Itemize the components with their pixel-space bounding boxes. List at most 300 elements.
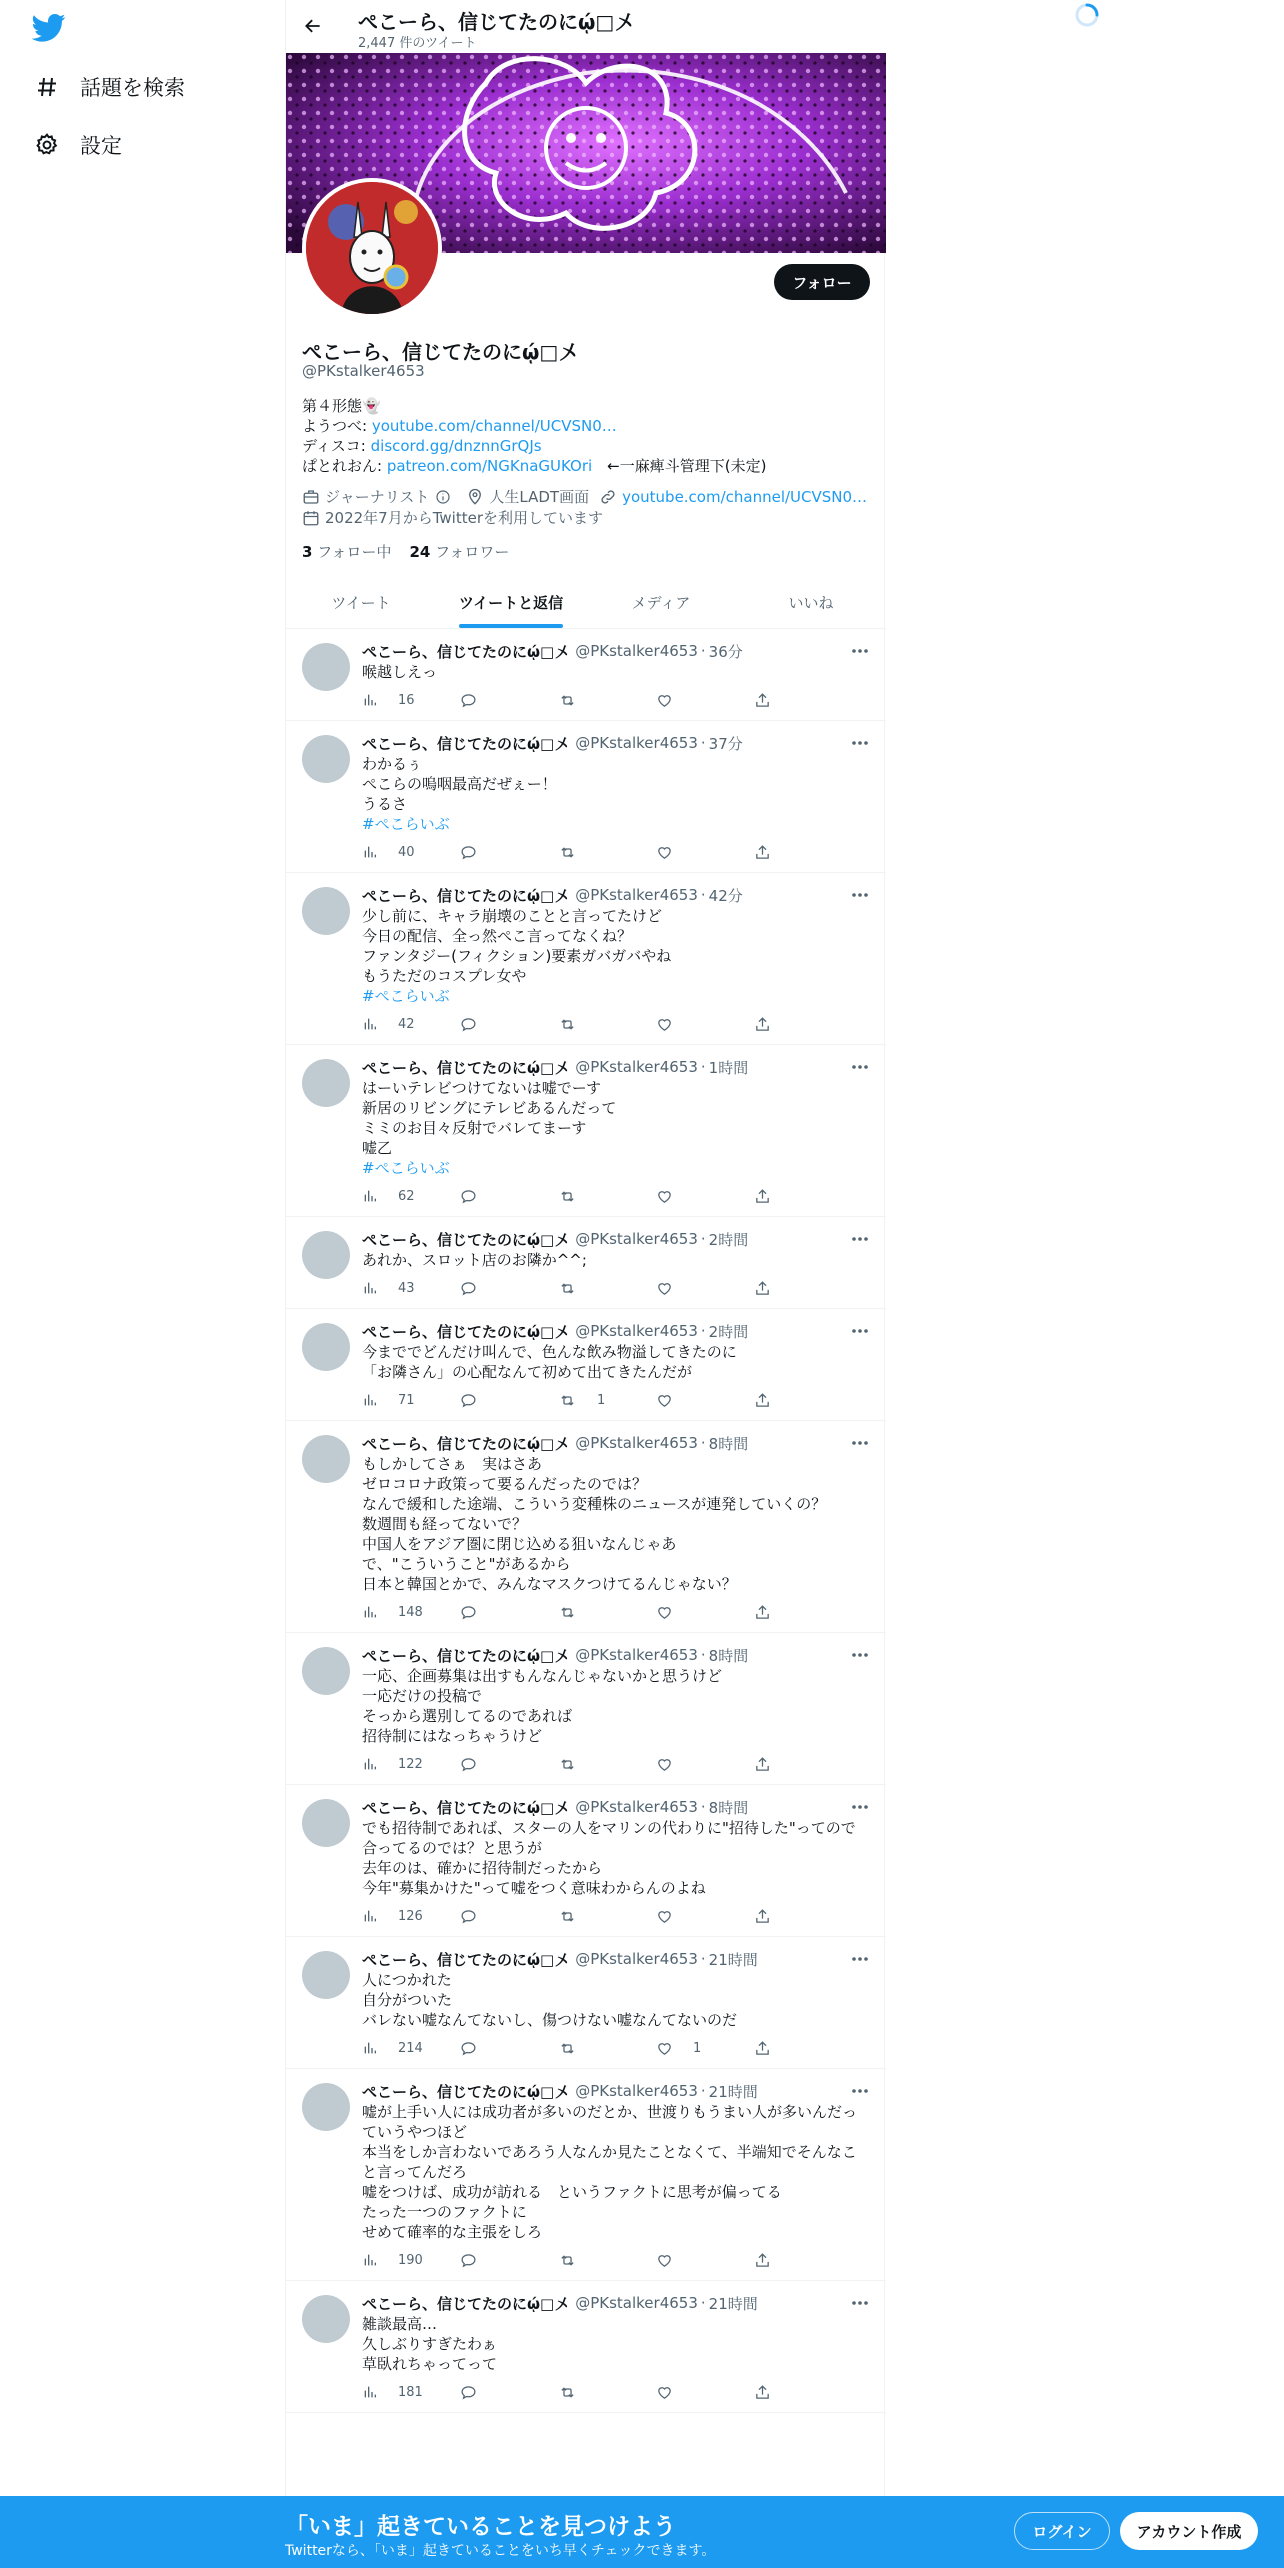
retweet-button[interactable] — [558, 2384, 656, 2401]
tweet-avatar[interactable] — [302, 2295, 350, 2343]
heart-icon — [656, 1016, 683, 1033]
tweet-author-handle[interactable]: @PKstalker4653 — [575, 1322, 698, 1340]
retweet-icon — [558, 1392, 587, 1409]
tweet-avatar[interactable] — [302, 1231, 350, 1279]
tweet-timestamp[interactable]: 1時間 — [708, 1058, 749, 1077]
reply-button[interactable] — [460, 1392, 558, 1409]
nav-settings-label: 設定 — [80, 134, 122, 158]
like-button[interactable] — [656, 1280, 754, 1297]
tweet-header — [362, 1949, 870, 1969]
heart-icon — [656, 2384, 683, 2401]
bio-line-1: 第４形態👻 — [302, 397, 381, 415]
heart-icon — [656, 692, 683, 709]
tweet-header — [362, 1229, 870, 1249]
more-options-icon[interactable] — [850, 2083, 870, 2099]
views-icon — [362, 1280, 388, 1296]
views-icon — [362, 1016, 388, 1032]
share-icon — [754, 1908, 781, 1925]
nav-settings[interactable] — [32, 125, 122, 165]
tweet-author-name[interactable]: ぺこーら、信じてたのにῴ□〤 — [362, 1322, 570, 1341]
tweet-author-name[interactable]: ぺこーら、信じてたのにῴ□〤 — [362, 642, 570, 661]
tweet-author-name[interactable]: ぺこーら、信じてたのにῴ□〤 — [362, 1230, 570, 1249]
share-icon — [754, 1392, 781, 1409]
profile-joined — [302, 507, 603, 528]
profile-location — [466, 486, 589, 507]
views-button[interactable] — [362, 844, 460, 860]
tweet-author-handle[interactable]: @PKstalker4653 — [575, 1798, 698, 1816]
tweet-actions — [362, 2246, 870, 2280]
share-button[interactable] — [754, 1908, 852, 1925]
tweet-author-name[interactable]: ぺこーら、信じてたのにῴ□〤 — [362, 1798, 570, 1817]
following-count: 3 — [302, 543, 313, 561]
tweet-actions — [362, 838, 870, 872]
bio-patreon-suffix: ←一麻痺斗管理下(未定) — [592, 457, 767, 475]
share-button[interactable] — [754, 2040, 852, 2057]
reply-icon — [460, 1392, 487, 1409]
heart-icon — [656, 1392, 683, 1409]
joined-label: 2022年7月からTwitterを利用しています — [325, 509, 603, 527]
like-button[interactable] — [656, 2252, 754, 2269]
reply-button[interactable] — [460, 1604, 558, 1621]
tweet-text: もしかしてさぁ 実はさあ ゼロコロナ政策って要るんだったのでは？ なんで緩和した途端、こういう変種株のニュースが連発していくの？ 数週間も経ってないで？ 中国人をアジア圏に閉じ込める狙いなんじゃあ で、"こういうこと"があるから 日本と韓国とかで、みんなマスクつけてるんじゃない？ — [362, 1455, 827, 1593]
tweet-author-name[interactable]: ぺこーら、信じてたのにῴ□〤 — [362, 2294, 570, 2313]
profile-url-link[interactable]: youtube.com/channel/UCVSN0… — [622, 487, 868, 506]
tweet-timestamp[interactable]: 8時間 — [708, 1798, 749, 1817]
tweet-text: 雑談最高… 久しぶりすぎたわぁ 草臥れちゃってって — [362, 2315, 498, 2373]
views-count: 42 — [398, 1016, 415, 1032]
tweet-text: 今まででどんだけ叫んで、色んな飲み物溢してきたのに 「お隣さん」の心配なんて初めて出てきたんだが — [362, 1343, 737, 1381]
like-button[interactable] — [656, 1908, 754, 1925]
tweet[interactable] — [286, 1421, 886, 1633]
views-button[interactable] — [362, 692, 460, 708]
tweet-hashtag[interactable]: #ぺこらいぶ — [362, 815, 450, 833]
tweet-dot-separator: · — [700, 1646, 706, 1664]
share-button[interactable] — [754, 1392, 852, 1409]
more-options-icon[interactable] — [850, 887, 870, 903]
tweet[interactable] — [286, 1045, 886, 1217]
retweet-button[interactable] — [558, 844, 656, 861]
tweet-count: 2,447 件のツイート — [358, 36, 477, 51]
location-pin-icon — [466, 488, 484, 506]
share-icon — [754, 1188, 781, 1205]
views-button[interactable] — [362, 2040, 460, 2056]
reply-button[interactable] — [460, 1756, 558, 1773]
share-button[interactable] — [754, 1756, 852, 1773]
follow-button[interactable]: フォロー — [774, 264, 870, 300]
login-button[interactable]: ログイン — [1014, 2512, 1110, 2550]
tweet-author-name[interactable]: ぺこーら、信じてたのにῴ□〤 — [362, 734, 570, 753]
more-options-icon[interactable] — [850, 1059, 870, 1075]
tweet[interactable] — [286, 873, 886, 1045]
tweet-avatar[interactable] — [302, 643, 350, 691]
location-label: 人生LADT画面 — [489, 488, 590, 506]
retweet-button[interactable] — [558, 1188, 656, 1205]
retweet-button[interactable] — [558, 1392, 656, 1409]
views-count: 71 — [398, 1392, 415, 1408]
retweet-button[interactable] — [558, 1016, 656, 1033]
retweet-button[interactable] — [558, 1756, 656, 1773]
reply-icon — [460, 1604, 487, 1621]
tab-media[interactable]: メディア — [631, 593, 691, 612]
views-count: 181 — [398, 2384, 423, 2400]
tweet-text: 嘘が上手い人には成功者が多いのだとか、世渡りもうまい人が多いんだっていうやつほど 本当をしか言わないであろう人なんか見たことなくて、半端知でそんなこと言ってんだろ 嘘をつけば、成功が訪れる というファクトに思考が偏ってる たった一つのファクトに せめて確率的な主張をしろ — [362, 2103, 858, 2241]
more-options-icon[interactable] — [850, 1435, 870, 1451]
tweet-timestamp[interactable]: 8時間 — [708, 1434, 749, 1453]
heart-icon — [656, 1188, 683, 1205]
retweet-button[interactable] — [558, 1280, 656, 1297]
loading-spinner-icon — [1074, 2, 1100, 28]
more-options-icon[interactable] — [850, 1231, 870, 1247]
share-icon — [754, 2252, 781, 2269]
tweet-dot-separator: · — [700, 886, 706, 904]
reply-icon — [460, 2040, 487, 2057]
like-button[interactable] — [656, 1604, 754, 1621]
retweet-button[interactable] — [558, 692, 656, 709]
more-options-icon[interactable] — [850, 1647, 870, 1663]
share-button[interactable] — [754, 1016, 852, 1033]
tweet-author-handle[interactable]: @PKstalker4653 — [575, 1230, 698, 1248]
following-label: フォロー中 — [317, 543, 392, 561]
tweet-timestamp[interactable]: 2時間 — [708, 1322, 749, 1341]
briefcase-icon — [302, 488, 320, 506]
views-button[interactable] — [362, 2384, 460, 2400]
tweet[interactable] — [286, 721, 886, 873]
tweet-header — [362, 1057, 870, 1077]
tweet-dot-separator: · — [700, 1950, 706, 1968]
tweet-author-handle[interactable]: @PKstalker4653 — [575, 734, 698, 752]
views-button[interactable] — [362, 1604, 460, 1620]
bio-discord-link[interactable]: discord.gg/dnznnGrQJs — [370, 437, 542, 455]
views-button[interactable] — [362, 2252, 460, 2268]
profile-bio — [302, 396, 872, 476]
more-options-icon[interactable] — [850, 1323, 870, 1339]
like-button[interactable] — [656, 1756, 754, 1773]
tweet[interactable] — [286, 2281, 886, 2413]
tweet-actions — [362, 1750, 870, 1784]
twitter-logo-icon[interactable] — [32, 13, 66, 43]
share-button[interactable] — [754, 1188, 852, 1205]
tweet-avatar[interactable] — [302, 1435, 350, 1483]
views-button[interactable] — [362, 1756, 460, 1772]
retweet-icon — [558, 692, 587, 709]
reply-icon — [460, 692, 487, 709]
tweet[interactable] — [286, 1633, 886, 1785]
tweet-avatar[interactable] — [302, 1323, 350, 1371]
tweet-author-handle[interactable]: @PKstalker4653 — [575, 1434, 698, 1452]
calendar-icon — [302, 509, 320, 527]
profile-avatar[interactable] — [302, 178, 442, 318]
retweet-count: 1 — [597, 1392, 606, 1408]
tweet-author-handle[interactable]: @PKstalker4653 — [575, 1950, 698, 1968]
share-button[interactable] — [754, 2384, 852, 2401]
like-count: 1 — [693, 2040, 702, 2056]
bio-patreon-prefix: ぱとれおん: — [302, 457, 387, 475]
tweet-dot-separator: · — [700, 1230, 706, 1248]
tweet-dot-separator: · — [700, 1322, 706, 1340]
tweet-timestamp[interactable]: 37分 — [708, 734, 743, 753]
reply-icon — [460, 1756, 487, 1773]
bio-youtube-line — [302, 416, 872, 436]
reply-button[interactable] — [460, 844, 558, 861]
reply-button[interactable] — [460, 1016, 558, 1033]
tweet-actions — [362, 2378, 870, 2412]
profile-header-bar — [286, 0, 886, 53]
more-options-icon[interactable] — [850, 1951, 870, 1967]
tweet-timestamp[interactable]: 8時間 — [708, 1646, 749, 1665]
views-button[interactable] — [362, 1908, 460, 1924]
tweet-timeline — [286, 629, 886, 2413]
share-button[interactable] — [754, 844, 852, 861]
tweet-timestamp[interactable]: 21時間 — [708, 2082, 758, 2101]
tweet-timestamp[interactable]: 2時間 — [708, 1230, 749, 1249]
info-icon — [435, 489, 451, 505]
reply-icon — [460, 1908, 487, 1925]
like-button[interactable] — [656, 2384, 754, 2401]
tweet-text: 少し前に、キャラ崩壊のことと言ってたけど 今日の配信、全っ然ぺこ言ってなくね？ ファンタジー(フィクション)要素ガバガバやね もうただのコスプレ女や — [362, 907, 672, 985]
tweet-author-name[interactable]: ぺこーら、信じてたのにῴ□〤 — [362, 886, 570, 905]
tweet-text: わかるぅ ぺこらの嗚咽最高だぜぇー！ うるさ — [362, 755, 557, 813]
tweet-author-handle[interactable]: @PKstalker4653 — [575, 1058, 698, 1076]
bottom-bar-title: 「いま」起きていることを見つけよう — [285, 2514, 676, 2540]
reply-button[interactable] — [460, 2384, 558, 2401]
tweet-avatar[interactable] — [302, 2083, 350, 2131]
views-button[interactable] — [362, 1016, 460, 1032]
tweet-actions — [362, 1274, 870, 1308]
more-options-icon[interactable] — [850, 643, 870, 659]
views-icon — [362, 2252, 388, 2268]
tweet-author-handle[interactable]: @PKstalker4653 — [575, 886, 698, 904]
tweet[interactable] — [286, 2069, 886, 2281]
views-icon — [362, 1756, 388, 1772]
tweet-author-name[interactable]: ぺこーら、信じてたのにῴ□〤 — [362, 1434, 570, 1453]
views-count: 148 — [398, 1604, 423, 1620]
tweet[interactable] — [286, 1937, 886, 2069]
tweet-text: でも招待制であれば、スターの人をマリンの代わりに"招待した"ってので合ってるのでは？と思うが 去年のは、確かに招待制だったから 今年"募集かけた"って嘘をつく意味わからんのよね — [362, 1819, 856, 1897]
profile-tabs — [286, 576, 886, 629]
tweet[interactable] — [286, 1309, 886, 1421]
views-icon — [362, 1908, 388, 1924]
views-button[interactable] — [362, 1392, 460, 1408]
tweet-avatar[interactable] — [302, 887, 350, 935]
retweet-icon — [558, 2252, 587, 2269]
followers-link[interactable] — [409, 541, 509, 562]
retweet-icon — [558, 2040, 587, 2057]
views-icon — [362, 2040, 388, 2056]
tweet-timestamp[interactable]: 36分 — [708, 642, 743, 661]
views-count: 62 — [398, 1188, 415, 1204]
tweet-actions — [362, 1598, 870, 1632]
left-nav — [0, 0, 285, 2568]
tab-likes[interactable]: いいね — [788, 593, 834, 612]
views-icon — [362, 1188, 388, 1204]
reply-icon — [460, 2252, 487, 2269]
tweet[interactable] — [286, 629, 886, 721]
share-icon — [754, 2384, 781, 2401]
tweet-actions — [362, 1010, 870, 1044]
more-options-icon[interactable] — [850, 735, 870, 751]
tweet-dot-separator: · — [700, 1798, 706, 1816]
reply-button[interactable] — [460, 2252, 558, 2269]
nav-explore-label: 話題を検索 — [80, 76, 185, 100]
more-options-icon[interactable] — [850, 2295, 870, 2311]
views-count: 190 — [398, 2252, 423, 2268]
profile-handle: @PKstalker4653 — [302, 362, 425, 380]
tweet-timestamp[interactable]: 42分 — [708, 886, 743, 905]
views-icon — [362, 2384, 388, 2400]
tweet-author-name[interactable]: ぺこーら、信じてたのにῴ□〤 — [362, 1058, 570, 1077]
share-icon — [754, 1604, 781, 1621]
tweet-header — [362, 1433, 870, 1453]
reply-button[interactable] — [460, 692, 558, 709]
share-button[interactable] — [754, 1280, 852, 1297]
like-button[interactable] — [656, 1188, 754, 1205]
like-button[interactable] — [656, 844, 754, 861]
views-button[interactable] — [362, 1280, 460, 1296]
share-button[interactable] — [754, 692, 852, 709]
like-button[interactable] — [656, 1392, 754, 1409]
tweet-text: 喉越しえっ — [362, 663, 438, 681]
bottom-bar-subtitle: Twitterなら、「いま」起きていることをいち早くチェックできます。 — [285, 2543, 716, 2559]
views-button[interactable] — [362, 1188, 460, 1204]
follow-stats — [302, 541, 527, 562]
views-count: 126 — [398, 1908, 423, 1924]
views-icon — [362, 1392, 388, 1408]
tab-tweets[interactable]: ツイート — [331, 593, 391, 612]
tweet-author-name[interactable]: ぺこーら、信じてたのにῴ□〤 — [362, 1950, 570, 1969]
profile-meta — [302, 486, 877, 507]
tweet-avatar[interactable] — [302, 1059, 350, 1107]
nav-explore[interactable] — [32, 67, 185, 107]
heart-icon — [656, 1756, 683, 1773]
tweet-text: 人につかれた 自分がついた バレない嘘なんてないし、傷つけない嘘なんてないのだ — [362, 1971, 738, 2029]
profile-category — [302, 486, 456, 507]
bio-patreon-line — [302, 456, 872, 476]
share-button[interactable] — [754, 2252, 852, 2269]
reply-icon — [460, 1280, 487, 1297]
gear-icon — [32, 130, 62, 160]
tweet-actions — [362, 1386, 870, 1420]
category-label: ジャーナリスト — [325, 488, 430, 506]
tweet-timestamp[interactable]: 21時間 — [708, 2294, 758, 2313]
followers-label: フォロワー — [435, 543, 510, 561]
share-icon — [754, 1280, 781, 1297]
bio-discord-line — [302, 436, 872, 456]
back-arrow-icon[interactable] — [300, 13, 326, 39]
tweet-dot-separator: · — [700, 2082, 706, 2100]
views-icon — [362, 844, 388, 860]
retweet-icon — [558, 1016, 587, 1033]
page-title: ぺこーら、信じてたのにῴ□〤 — [358, 10, 635, 34]
heart-icon — [656, 2252, 683, 2269]
like-button[interactable] — [656, 2040, 754, 2057]
tweet-header — [362, 2081, 870, 2101]
retweet-icon — [558, 844, 587, 861]
tweet-actions — [362, 686, 870, 720]
tweet-header — [362, 885, 870, 905]
retweet-icon — [558, 2384, 587, 2401]
retweet-button[interactable] — [558, 2252, 656, 2269]
tweet-header — [362, 1321, 870, 1341]
tweet-dot-separator: · — [700, 1058, 706, 1076]
retweet-icon — [558, 1604, 587, 1621]
heart-icon — [656, 2040, 683, 2057]
reply-button[interactable] — [460, 1280, 558, 1297]
retweet-button[interactable] — [558, 1908, 656, 1925]
heart-icon — [656, 1908, 683, 1925]
bio-patreon-link[interactable]: patreon.com/NGKnaGUKOri — [386, 457, 593, 475]
reply-button[interactable] — [460, 2040, 558, 2057]
tweet-avatar[interactable] — [302, 1951, 350, 1999]
share-icon — [754, 1016, 781, 1033]
tweet-hashtag[interactable]: #ぺこらいぶ — [362, 1159, 450, 1177]
retweet-icon — [558, 1756, 587, 1773]
heart-icon — [656, 1280, 683, 1297]
profile-name: ぺこーら、信じてたのにῴ□〤 — [302, 340, 579, 364]
tweet-timestamp[interactable]: 21時間 — [708, 1950, 758, 1969]
tweet-author-handle[interactable]: @PKstalker4653 — [575, 2082, 698, 2100]
tweet-actions — [362, 2034, 870, 2068]
tweet-header — [362, 641, 870, 661]
like-button[interactable] — [656, 692, 754, 709]
share-icon — [754, 1756, 781, 1773]
profile-url — [599, 488, 867, 506]
tweet-dot-separator: · — [700, 1434, 706, 1452]
views-count: 122 — [398, 1756, 423, 1772]
tab-tweets-and-replies[interactable]: ツイートと返信 — [436, 576, 586, 628]
tweet-author-name[interactable]: ぺこーら、信じてたのにῴ□〤 — [362, 1646, 570, 1665]
share-icon — [754, 844, 781, 861]
tweet-author-handle[interactable]: @PKstalker4653 — [575, 642, 698, 660]
bio-discord-prefix: ディスコ: — [302, 437, 371, 455]
tweet-header — [362, 1797, 870, 1817]
views-count: 40 — [398, 844, 415, 860]
retweet-icon — [558, 1908, 587, 1925]
tweet-dot-separator: · — [700, 734, 706, 752]
signup-button[interactable]: アカウント作成 — [1120, 2512, 1258, 2550]
followers-count: 24 — [409, 543, 431, 561]
tweet-text: はーいテレビつけてないは嘘でーす 新居のリビングにテレビあるんだって ミミのお目々反射でバレてまーす 嘘乙 — [362, 1079, 617, 1157]
retweet-icon — [558, 1280, 587, 1297]
tweet[interactable] — [286, 1217, 886, 1309]
bio-youtube-link[interactable]: youtube.com/channel/UCVSN0… — [371, 417, 617, 435]
tweet-avatar[interactable] — [302, 735, 350, 783]
like-button[interactable] — [656, 1016, 754, 1033]
retweet-button[interactable] — [558, 2040, 656, 2057]
reply-icon — [460, 2384, 487, 2401]
tweet-hashtag[interactable]: #ぺこらいぶ — [362, 987, 450, 1005]
retweet-button[interactable] — [558, 1604, 656, 1621]
views-count: 43 — [398, 1280, 415, 1296]
share-button[interactable] — [754, 1604, 852, 1621]
share-icon — [754, 692, 781, 709]
tweet-avatar[interactable] — [302, 1647, 350, 1695]
reply-button[interactable] — [460, 1188, 558, 1205]
tweet-author-handle[interactable]: @PKstalker4653 — [575, 1646, 698, 1664]
tweet-header — [362, 1645, 870, 1665]
tweet-actions — [362, 1902, 870, 1936]
tweet-author-name[interactable]: ぺこーら、信じてたのにῴ□〤 — [362, 2082, 570, 2101]
tweet-avatar[interactable] — [302, 1799, 350, 1847]
following-link[interactable] — [302, 541, 391, 562]
more-options-icon[interactable] — [850, 1799, 870, 1815]
tweet-header — [362, 733, 870, 753]
share-icon — [754, 2040, 781, 2057]
tweet-author-handle[interactable]: @PKstalker4653 — [575, 2294, 698, 2312]
tweet-actions — [362, 1182, 870, 1216]
reply-button[interactable] — [460, 1908, 558, 1925]
tweet[interactable] — [286, 1785, 886, 1937]
signup-bottom-bar — [0, 2496, 1284, 2568]
